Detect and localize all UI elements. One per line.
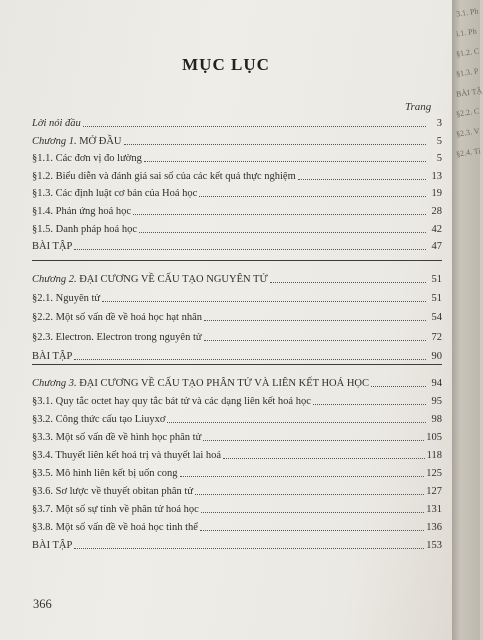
toc-page-number: 90 — [431, 350, 442, 362]
dot-leader — [180, 476, 425, 477]
section-divider — [32, 260, 442, 261]
page-column-header: Trang — [405, 101, 432, 113]
edge-text: §2.2. C — [455, 106, 480, 119]
toc-entry-label: §1.3. Các định luật cơ bản của Hoá học — [32, 188, 198, 200]
toc-entry — [32, 186, 442, 200]
dot-leader — [74, 359, 426, 360]
toc-page-number: 5 — [436, 153, 442, 165]
toc-entry-label: §3.8. Một số vấn đề về hoá học tinh thể — [32, 522, 198, 533]
toc-entry — [32, 169, 442, 183]
toc-page-number: 51 — [431, 293, 442, 305]
dot-leader — [102, 301, 426, 302]
toc-page-number: 125 — [426, 468, 442, 479]
toc-entry-label: Chương 3. ĐẠI CƯƠNG VỀ CẤU TẠO PHÂN TỬ VÀ LIÊN KẾT HOÁ HỌC — [32, 378, 369, 389]
toc-entry — [32, 394, 442, 408]
toc-entry-label: §3.6. Sơ lược về thuyết obitan phân tử — [32, 486, 194, 497]
toc-entry-label: §3.3. Một số vấn đề về hình học phân tử — [32, 432, 202, 443]
toc-entry-label: §3.2. Công thức cấu tạo Liuyxơ — [32, 414, 166, 425]
toc-page-number: 72 — [431, 331, 442, 343]
toc-chapter-entry — [32, 134, 442, 148]
toc-entry-label: §2.1. Nguyên tử — [32, 293, 101, 305]
toc-entry — [32, 204, 442, 218]
toc-page-number: 19 — [431, 188, 442, 200]
edge-text: §1.3. P — [455, 66, 479, 79]
toc-page-number: 5 — [436, 135, 442, 147]
dot-leader — [167, 422, 426, 423]
toc-page-number: 28 — [431, 206, 442, 217]
toc-entry-label: BÀI TẬP — [32, 540, 73, 551]
dot-leader — [204, 320, 426, 321]
toc-entry — [32, 538, 442, 552]
dot-leader — [199, 196, 426, 197]
toc-entry-label: Lời nói đầu — [32, 118, 81, 129]
toc-page-number: 131 — [426, 504, 442, 515]
toc-chapter-entry — [32, 376, 442, 390]
toc-entry — [32, 330, 442, 344]
toc-entry-label: Chương 2. ĐẠI CƯƠNG VỀ CẤU TẠO NGUYÊN TỬ — [32, 274, 268, 285]
dot-leader — [201, 512, 424, 513]
toc-page-number: 118 — [426, 450, 442, 461]
toc-page-number: 51 — [431, 274, 442, 285]
page-title: MỤC LỤC — [182, 55, 270, 74]
toc-page-number: 13 — [431, 170, 442, 182]
edge-text: 3.1. Ph — [455, 6, 479, 19]
dot-leader — [270, 282, 426, 283]
toc-entry — [32, 448, 442, 462]
toc-entry — [32, 430, 442, 444]
edge-text: §2.3. V — [455, 126, 481, 139]
toc-chapter-entry — [32, 272, 442, 286]
adjacent-page-edge — [452, 0, 483, 640]
edge-text: §2.4. Ti — [455, 146, 482, 159]
dot-leader — [200, 530, 424, 531]
toc-entry — [32, 239, 442, 253]
toc-entry — [32, 502, 442, 516]
dot-leader — [203, 440, 424, 441]
dot-leader — [139, 232, 426, 233]
dot-leader — [124, 144, 426, 145]
toc-page-number: 127 — [426, 486, 442, 497]
toc-page-number: 42 — [431, 223, 442, 235]
dot-leader — [298, 179, 426, 180]
toc-page-number: 95 — [431, 396, 442, 407]
toc-page-number: 3 — [436, 118, 442, 129]
dot-leader — [144, 161, 426, 162]
toc-entry — [32, 116, 442, 130]
toc-entry — [32, 222, 442, 236]
edge-text: §1.2. C — [455, 46, 480, 59]
toc-page-number: 47 — [431, 241, 442, 253]
toc-entry-label: §1.2. Biểu diễn và đánh giá sai số của các kết quả thực nghiệm — [32, 170, 296, 182]
toc-entry-label: §2.2. Một số vấn đề về hoá học hạt nhân — [32, 312, 203, 324]
edge-text: BÀI TẬ — [455, 86, 483, 99]
toc-entry-label: §3.1. Quy tắc octet hay quy tắc bát tử và các dạng liên kết hoá học — [32, 396, 311, 407]
toc-entry — [32, 349, 442, 363]
toc-entry-label: BÀI TẬP — [32, 350, 73, 362]
dot-leader — [74, 548, 424, 549]
dot-leader — [313, 404, 426, 405]
toc-entry — [32, 310, 442, 324]
toc-page-number: 105 — [426, 432, 442, 443]
toc-entry-label: §3.7. Một số sự tính về phân tử hoá học — [32, 504, 199, 515]
toc-page-number: 153 — [426, 540, 442, 551]
toc-page-number: 136 — [426, 522, 442, 533]
toc-entry-label: §3.5. Mô hình liên kết bị uốn cong — [32, 468, 178, 479]
toc-entry — [32, 412, 442, 426]
toc-entry-label: §3.4. Thuyết liên kết hoá trị và thuyết lai hoá — [32, 450, 222, 461]
section-divider — [32, 364, 442, 365]
dot-leader — [371, 386, 426, 387]
toc-page-number: 54 — [431, 312, 442, 324]
dot-leader — [204, 340, 426, 341]
toc-entry-label: §2.3. Electron. Electron trong nguyên tử — [32, 331, 202, 343]
dot-leader — [133, 214, 426, 215]
toc-entry — [32, 520, 442, 534]
toc-entry-label: §1.4. Phản ứng hoá học — [32, 206, 132, 217]
toc-entry — [32, 291, 442, 305]
edge-text: i.1. Ph — [455, 26, 478, 39]
page-number: 366 — [33, 597, 52, 611]
toc-page-number: 94 — [431, 378, 442, 389]
toc-page-number: 98 — [431, 414, 442, 425]
dot-leader — [74, 249, 426, 250]
toc-entry-label: §1.5. Danh pháp hoá học — [32, 223, 137, 235]
toc-entry — [32, 466, 442, 480]
toc-entry-label: §1.1. Các đơn vị đo lường — [32, 153, 142, 165]
toc-entry — [32, 484, 442, 498]
toc-entry-label: BÀI TẬP — [32, 241, 73, 253]
dot-leader — [195, 494, 424, 495]
toc-entry — [32, 151, 442, 165]
dot-leader — [223, 458, 425, 459]
toc-entry-label: Chương 1. MỞ ĐẦU — [32, 135, 122, 147]
dot-leader — [83, 126, 426, 127]
